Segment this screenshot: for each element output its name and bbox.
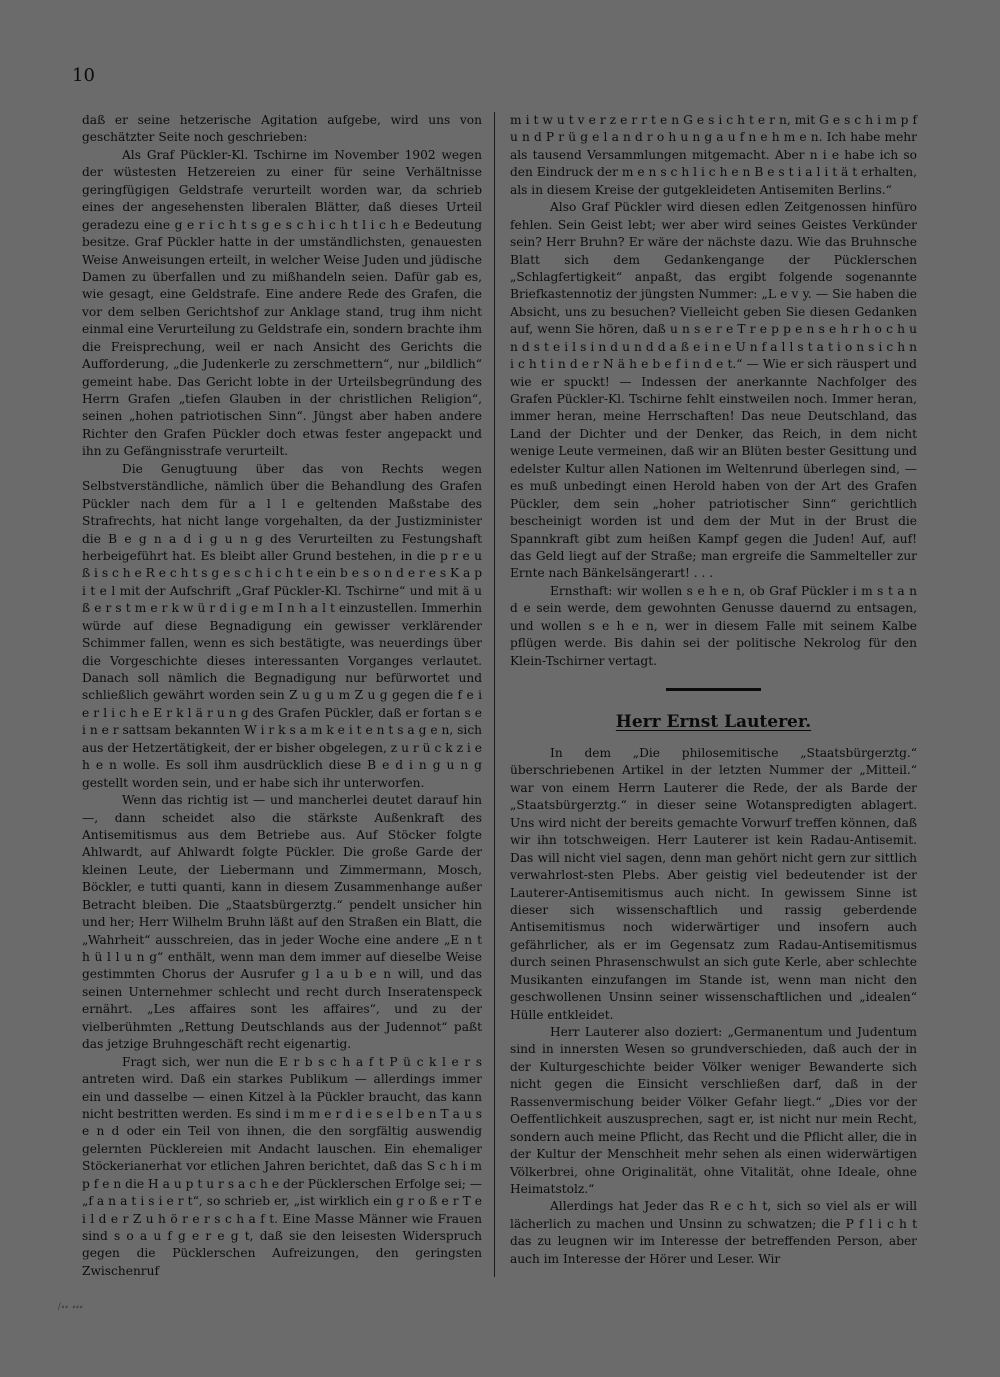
footer-mark: ⧸⸗⸗ ⸗⸗⸗ xyxy=(58,1302,84,1311)
left-paragraph-4: Wenn das richtig ist — und mancherlei deutet darauf hin —, dann scheidet also die stärkste Außenkraft des Antisemitismus aus dem Betriebe aus. Auf Stöcker folgte Ahlwardt, auf Ahlwardt folgte Pückler. Die große Garde der kleinen Leute, der Liebermann und Zimmermann, Mosch, Böckler, e tutti quanti, kann in diesem Zusammenhange außer Betracht bleiben. Die „Staatsbürgerztg.“ pendelt unsicher hin und her; Herr Wilhelm Bruhn läßt auf den Straßen ein Blatt, die „Wahrheit“ ausschreien, das in jeder Woche eine andere „E n t h ü l l u n g“ enthält, wenn man dem immer auf dieselbe Weise gestimmten Chorus der Ausrufer g l a u b e n will, und das seinen Unternehmer schlecht und recht durch Inseratenspeck ernährt. „Les affaires sont les affaires“, und zu der vielberühmten „Rettung Deutschlands aus der Judennot“ paßt das jetzige Bruhngeschäft recht eigenartig. xyxy=(82,793,482,1052)
right-column xyxy=(510,112,917,1268)
column-rule xyxy=(494,112,495,1277)
left-paragraph-5: Fragt sich, wer nun die E r b s c h a f t P ü c k l e r s antreten wird. Daß ein starkes Publikum — allerdings immer ein und dasselbe — einen Kitzel à la Pückler braucht, das kann nicht bestritten werden. Es sind i m m e r d i e s e l b e n T a u s e n d oder ein Teil von ihnen, die den sorgfältig auswendig gelernten Pücklereien mit Andacht lauschen. Ein ehemaliger Stöckerianerhat vor etlichen Jahren berichtet, daß das S c h i m p f e n die H a u p t u r s a c h e der Pücklerschen Erfolge sei; — „f a n a t i s i e r t“, so schrieb er, „ist wirklich ein g r o ß e r T e i l d e r Z u h ö r e r s c h a f t. Eine Masse Männer wie Frauen sind s o a u f g e r e g t, daß sie den leisesten Widerspruch gegen die Pücklerschen Aufreizungen, den geringsten Zwischenruf xyxy=(82,1054,482,1278)
left-column xyxy=(82,112,482,1280)
right-paragraph-5: Herr Lauterer also doziert: „Germanentum und Judentum sind in innersten Wesen so grundverschieden, daß auch der in der Kulturgeschichte beider Völker weniger Bewanderte sich nicht gegen die Einsicht verschließen darf, daß in der Rassenvermischung beider Völker Gefahr liegt.“ „Dies vor der Oeffentlichkeit auszusprechen, sagt er, ist nicht nur mein Recht, sondern auch meine Pflicht, das Recht und die Pflicht aller, die in der Kultur der Menschheit mehr sehen als einen widerwärtigen Völkerbrei, ohne Originalität, ohne Vitalität, ohne Ideale, ohne Heimatstolz.“ xyxy=(510,1025,917,1196)
right-paragraph-3: Ernsthaft: wir wollen s e h e n, ob Graf Pückler i m s t a n d e sein werde, dem gewohnten Genusse dauernd zu entsagen, und wollen s e h e n, wer in diesem Falle mit seinem Kalbe pflügen werde. Bis dahin sei der politische Nekrolog für den Klein-Tschirner vertagt. xyxy=(510,583,917,668)
right-paragraph-2: Also Graf Pückler wird diesen edlen Zeitgenossen hinfüro fehlen. Sein Geist lebt; wer aber wird seines Geistes Verkünder sein? Herr Bruhn? Er wäre der nächste dazu. Wie das Bruhnsche Blatt sich dem Gedankengange der Pücklerschen „Schlagfertigkeit“ anpaßt, das ergibt folgende sogenannte Briefkastennotiz der jüngsten Nummer: „L e v y. — Sie haben die Absicht, uns zu besuchen? Vielleicht geben Sie diesen Gedanken auf, wenn Sie hören, daß u n s e r e T r e p p e n s e h r h o c h u n d s t e i l s i n d u n d d a ß e i n e U n f a l l s t a t i o n s i c h n i c h t i n d e r N ä h e b e f i n d e t.“ — Wie er sich räuspert und wie er spuckt! — Indessen der anerkannte Nachfolger des Grafen Pückler-Kl. Tschirne fehlt einstweilen noch. Immer heran, immer heran, meine Herrschaften! Das neue Deutschland, das Land der Dichter und der Denker, das Reich, in dem nicht wenige Leute vermeinen, daß wir an Blüten bester Gesittung und edelster Kultur allen Nationen im Weltenrund überlegen sind, — es muß unbedingt einen Herold haben von der Art des Grafen Pückler, dem sein „hoher patriotischer Sinn“ gerichtlich bescheinigt worden ist und dem der Mut in der Brust die Spannkraft gibt zum heißen Kampf gegen die Juden! Auf, auf! das Geld liegt auf der Straße; man ergreife die Sammelteller zur Ernte nach Bänkelsängerart! . . . xyxy=(510,200,917,581)
left-paragraph-1: daß er seine hetzerische Agitation aufgebe, wird uns von geschätzter Seite noch geschrieben: xyxy=(82,113,482,145)
right-paragraph-6: Allerdings hat Jeder das R e c h t, sich so viel als er will lächerlich zu machen und Unsinn zu schwatzen; die P f l i c h t das zu leugnen wir im Interesse der betreffenden Person, aber auch im Interesse der Hörer und Leser. Wir xyxy=(510,1199,917,1266)
left-paragraph-3: Die Genugtuung über das von Rechts wegen Selbstverständliche, nämlich über die Behandlung des Grafen Pückler nach dem für a l l e geltenden Maßstabe des Strafrechts, hat nicht lange vorgehalten, da der Justizminister die B e g n a d i g u n g des Verurteilten zu Festungshaft herbeigeführt hat. Es bleibt aller Grund bestehen, in die p r e u ß i s c h e R e c h t s g e s c h i c h t e ein b e s o n d e r e s K a p i t e l mit der Aufschrift „Graf Pückler-Kl. Tschirne“ und mit ä u ß e r s t m e r k w ü r d i g e m I n h a l t einzustellen. Immerhin würde auf diese Begnadigung ein gewisser verklärender Schimmer fallen, wenn es sich bestätigte, was neuerdings über die Vorgeschichte dieses interessanten Vorganges verlautet. Danach soll nämlich die Begnadigung nur befürwortet und schließlich gewährt worden sein Z u g u m Z u g gegen die f e i e r l i c h e E r k l ä r u n g des Grafen Pückler, daß er fortan s e i n e r sattsam bekannten W i r k s a m k e i t e n t s a g e n, sich aus der Hetzertätigkeit, der er bisher obgelegen, z u r ü c k z i e h e n wolle. Es soll ihm ausdrücklich diese B e d i n g u n g gestellt worden sein, und er habe sich ihr unterworfen. xyxy=(82,461,482,790)
right-paragraph-4: In dem „Die philosemitische „Staatsbürgerztg.“ überschriebenen Artikel in der letzten Nummer der „Mitteil.“ war von einem Herrn Lauterer die Rede, der als Barde der „Staatsbürgerztg.“ in dieser seine Wotanspredigten ablagert. Uns wird nicht der bereits gemachte Vorwurf treffen können, daß wir ihn totschweigen. Herr Lauterer ist kein Radau-Antisemit. Das will nicht viel sagen, denn man gehört nicht gern zur sittlich verwahrlost-sten Plebs. Aber geistig viel bedeutender ist der Lauterer-Antisemitismus auch nicht. In gewissem Sinne ist dieser sich wissenschaftlich und rassig geberdende Antisemitismus noch widerwärtiger und insofern auch gefährlicher, als er im Gegensatz zum Radau-Antisemitismus durch seinen Phrasenschwulst an sich gute Kerle, aber schlechte Musikanten einzufangen im Stande ist, wenn man nicht den geschwollenen Unsinn seiner wissenschaftlichen und „idealen“ Hülle entkleidet. xyxy=(510,746,917,1022)
page-number: 10 xyxy=(72,65,95,86)
section-heading: Herr Ernst Lauterer. xyxy=(615,712,812,732)
right-paragraph-1: m i t w u t v e r z e r r t e n G e s i c h t e r n, mit G e s c h i m p f u n d P r ü g e l a n d r o h u n g a u f n e h m e n. Ich habe mehr als tausend Versammlungen mitgemacht. Aber n i e habe ich so den Eindruck der m e n s c h l i c h e n B e s t i a l i t ä t erhalten, als in diesem Kreise der gutgekleideten Antisemiten Berlins.“ xyxy=(510,113,917,197)
section-divider xyxy=(666,688,761,691)
left-paragraph-2: Als Graf Pückler-Kl. Tschirne im November 1902 wegen der wüstesten Hetzereien zu einer für seine Verhältnisse geringfügigen Geldstrafe verurteilt worden war, da schrieb eines der angesehensten liberalen Blätter, daß dieses Urteil geradezu eine g e r i c h t s g e s c h i c h t l i c h e Bedeutung besitze. Graf Pückler hatte in der umständlichsten, genauesten Weise Anweisungen erteilt, in welcher Weise Juden und jüdische Damen zu überfallen und zu mißhandeln seien. Dafür gab es, wie gesagt, eine Geldstrafe. Eine andere Rede des Grafen, die vor dem selben Gerichtshof zur Anklage stand, trug ihm nicht einmal eine Verurteilung zu Geldstrafe ein, sondern brachte ihm die Freisprechung, weil er nach Ansicht des Gerichts die Aufforderung, „die Judenkerle zu zerschmettern“, nur „bildlich“ gemeint habe. Das Gericht lobte in der Urteilsbegründung des Herrn Grafen „tiefen Glauben in der christlichen Religion“, seinen „hohen patriotischen Sinn“. Jüngst aber haben andere Richter den Grafen Pückler doch etwas fester angepackt und ihn zu Gefängnisstrafe verurteilt. xyxy=(82,147,482,459)
